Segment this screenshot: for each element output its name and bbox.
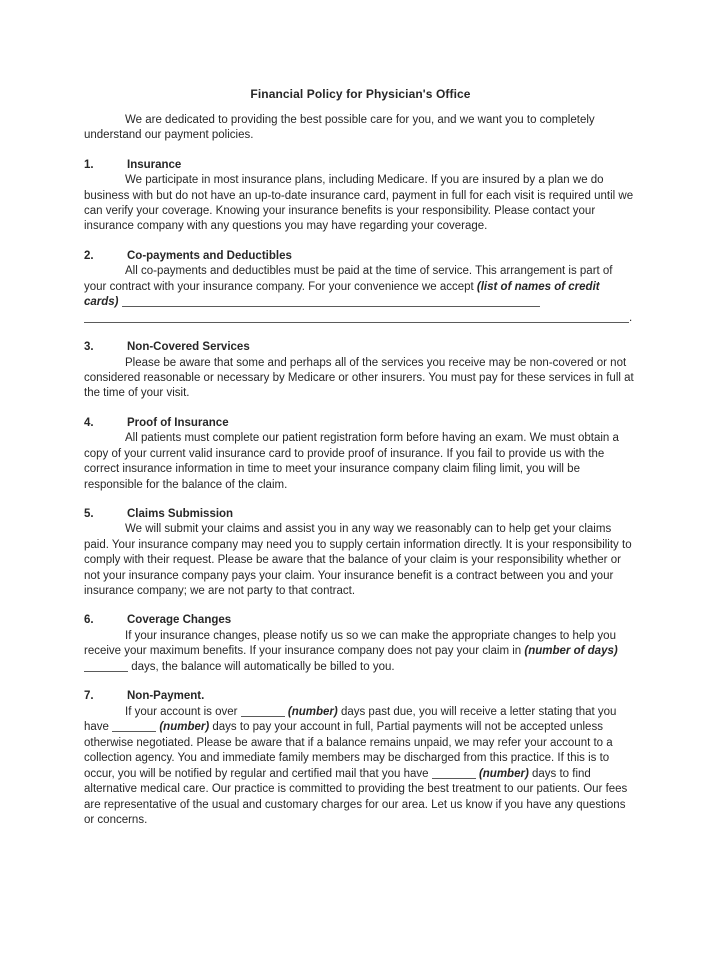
- section-header: [84, 613, 637, 628]
- document-title: Financial Policy for Physician's Office: [250, 87, 471, 101]
- emphasis-text-run: (number of days): [524, 645, 618, 658]
- fill-in-blank: [84, 662, 128, 672]
- policy-section: [84, 416, 637, 493]
- section-heading: Non-Covered Services: [127, 341, 250, 354]
- section-header: [84, 507, 637, 522]
- policy-section: [84, 689, 637, 828]
- section-paragraph: [84, 264, 637, 326]
- section-paragraph: [84, 629, 637, 675]
- policy-section: [84, 158, 637, 235]
- policy-section: [84, 340, 637, 402]
- emphasis-text-run: (number): [478, 767, 529, 780]
- text-run: If your insurance changes, please notify us so we can make the appropriate changes to help you receive your maximum benefits. If your insurance company does not pay your claim in: [84, 629, 616, 658]
- section-number: 6.: [84, 614, 94, 627]
- section-heading: Proof of Insurance: [127, 416, 229, 429]
- section-number: 2.: [84, 249, 94, 262]
- text-run: Please be aware that some and perhaps all of the services you receive may be non-covered or not considered reasonable or necessary by Medicare or other insurers. You must pay for these services in full at the time of your visit.: [84, 356, 634, 400]
- section-paragraph: [84, 356, 637, 402]
- text-run: days past due, you will receive a letter stating that you have: [84, 705, 617, 734]
- section-paragraph: [84, 705, 637, 829]
- text-run: days to find alternative medical care. Our practice is committed to providing the best treatment to our patients. Our fees are representative of the usual and customary charges for our area. Let us know if you have any questions or concerns.: [84, 767, 628, 826]
- emphasis-text-run: (list of names of credit cards): [84, 280, 600, 309]
- text-run: days, the balance will automatically be billed to you.: [128, 660, 395, 673]
- intro-paragraph: We are dedicated to providing the best possible care for you, and we want you to completely understand our payment policies.: [84, 114, 595, 142]
- emphasis-text-run: (number): [159, 721, 210, 734]
- policy-section: [84, 613, 637, 675]
- fill-in-blank: [241, 707, 285, 717]
- text-run: .: [629, 311, 633, 324]
- fill-in-blank: [84, 313, 629, 323]
- section-header: [84, 158, 637, 173]
- section-header: [84, 689, 637, 704]
- fill-in-blank: [432, 769, 476, 779]
- text-run: All patients must complete our patient registration form before having an exam. We must obtain a copy of your current valid insurance card to provide proof of insurance. If you fail to provide us with the correct insurance information in time to meet your insurance company claim filing limit, you will be responsible for the balance of the claim.: [84, 432, 619, 491]
- section-heading: Coverage Changes: [127, 614, 232, 627]
- section-heading: Co-payments and Deductibles: [127, 249, 292, 262]
- section-heading: Claims Submission: [127, 507, 234, 520]
- section-heading: Non-Payment.: [127, 690, 205, 703]
- section-number: 7.: [84, 690, 94, 703]
- section-header: [84, 249, 637, 264]
- section-header: [84, 416, 637, 431]
- section-number: 1.: [84, 158, 94, 171]
- text-run: We will submit your claims and assist you in any way we reasonably can to help get your claims paid. Your insurance company may need you to supply certain information directly. It is your responsibility to comply with their request. Please be aware that the balance of your claim is your responsibility whether or not your insurance company pays your claim. Your insurance benefit is a contract between you and your insurance company; we are not party to that contract.: [84, 523, 632, 597]
- policy-section: [84, 249, 637, 326]
- section-number: 4.: [84, 416, 94, 429]
- policy-section: [84, 507, 637, 599]
- section-number: 5.: [84, 507, 94, 520]
- section-paragraph: [84, 522, 637, 599]
- section-number: 3.: [84, 341, 94, 354]
- sections-container: [84, 158, 637, 829]
- text-run: If your account is over: [125, 705, 241, 718]
- section-header: [84, 340, 637, 355]
- emphasis-text-run: (number): [287, 705, 338, 718]
- section-heading: Insurance: [127, 158, 182, 171]
- text-run: days to pay your account in full, Partial payments will not be accepted unless otherwise negotiated. Please be aware that if a balance remains unpaid, we may refer your account to a collection agency. You and immediate family members may be discharged from this practice. If this is to occur, you will be notified by regular and certified mail that you have: [84, 721, 613, 780]
- text-run: We participate in most insurance plans, including Medicare. If you are insured by a plan we do business with but do not have an up-to-date insurance card, payment in full for each visit is required until we can verify your coverage. Knowing your insurance benefits is your responsibility. Please contact your insurance company with any questions you may have regarding your coverage.: [84, 174, 634, 233]
- fill-in-blank: [122, 297, 540, 307]
- fill-in-blank: [112, 722, 156, 732]
- section-paragraph: [84, 173, 637, 235]
- text-run: All co-payments and deductibles must be paid at the time of service. This arrangement is part of your contract with your insurance company. For your convenience we accept: [84, 265, 613, 293]
- section-paragraph: [84, 431, 637, 493]
